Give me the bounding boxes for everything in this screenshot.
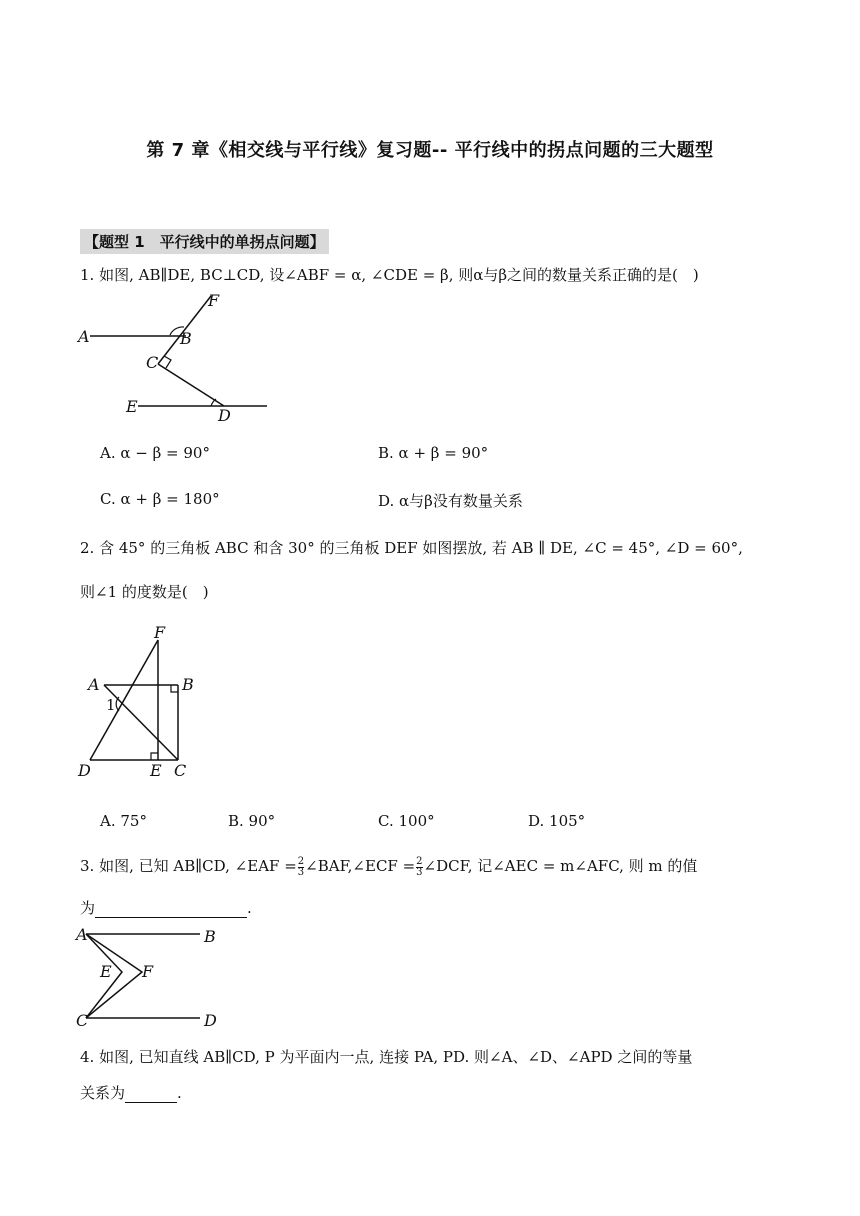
q3-text-middle: ∠BAF,∠ECF =: [305, 857, 416, 875]
question-3-line-2: [80, 897, 252, 918]
right-angle-mark-b: [171, 685, 178, 692]
q4-line-2-start: 关系为: [80, 1084, 126, 1102]
label-e: E: [126, 397, 138, 416]
question-2-figure: [74, 622, 204, 782]
question-4-line-2: [80, 1082, 182, 1103]
question-1-text: 1. 如图, AB∥DE, BC⊥CD, 设∠ABF = α, ∠CDE = β, 则α与β之间的数量关系正确的是( ): [80, 266, 699, 284]
label-a: A: [78, 327, 90, 346]
label-f: F: [154, 623, 166, 642]
label-f: F: [142, 962, 154, 981]
q1-option-d[interactable]: D. α与β没有数量关系: [378, 492, 523, 510]
q2-option-d[interactable]: D. 105°: [528, 812, 586, 830]
label-a: A: [76, 925, 88, 944]
label-d: D: [218, 406, 231, 425]
q3-line-2-end: .: [247, 899, 252, 917]
label-a: A: [88, 675, 100, 694]
label-c: C: [174, 761, 187, 780]
fraction-two-thirds-2: $\frac{2}{3}$: [416, 855, 423, 878]
q3-answer-blank[interactable]: [95, 899, 247, 918]
label-b: B: [182, 675, 194, 694]
q2-option-c[interactable]: C. 100°: [378, 812, 435, 830]
line-cd: [158, 364, 224, 406]
q1-option-a[interactable]: A. α − β = 90°: [100, 444, 210, 462]
q1-option-c[interactable]: C. α + β = 180°: [100, 490, 220, 508]
label-angle-1: 1: [106, 696, 116, 714]
label-e: E: [100, 962, 112, 981]
q3-text-start: 3. 如图, 已知 AB∥CD, ∠EAF =: [80, 857, 297, 875]
q2-option-a[interactable]: A. 75°: [100, 812, 147, 830]
q1-option-b[interactable]: B. α + β = 90°: [378, 444, 489, 462]
label-b: B: [180, 329, 192, 348]
path-afc: [86, 934, 142, 1018]
question-1-figure: [74, 290, 284, 425]
label-e: E: [150, 761, 162, 780]
line-fd: [90, 640, 158, 760]
q4-line-2-end: .: [177, 1084, 182, 1102]
question-3-figure: [74, 922, 234, 1032]
q3-line-2-start: 为: [80, 899, 96, 917]
fraction-two-thirds-1: $\frac{2}{3}$: [297, 855, 305, 878]
q2-option-b[interactable]: B. 90°: [228, 812, 276, 830]
question-4-line-1: 4. 如图, 已知直线 AB∥CD, P 为平面内一点, 连接 PA, PD. 则∠A、∠D、∠APD 之间的等量: [80, 1048, 693, 1066]
label-c: C: [76, 1011, 89, 1030]
question-2-line-1: 2. 含 45° 的三角板 ABC 和含 30° 的三角板 DEF 如图摆放, 若 AB ∥ DE, ∠C = 45°, ∠D = 60°,: [80, 539, 743, 557]
label-f: F: [208, 291, 220, 310]
label-d: D: [204, 1011, 217, 1030]
right-angle-mark: [164, 356, 171, 368]
page-title: 第 7 章《相交线与平行线》复习题-- 平行线中的拐点问题的三大题型: [146, 140, 714, 161]
q3-text-end: ∠DCF, 记∠AEC = m∠AFC, 则 m 的值: [423, 857, 698, 875]
question-3-line-1: [80, 855, 697, 878]
label-d: D: [78, 761, 91, 780]
label-b: B: [204, 927, 216, 946]
right-angle-mark-e: [151, 753, 158, 760]
section-heading: 【题型 1 平行线中的单拐点问题】: [80, 229, 329, 254]
q4-answer-blank[interactable]: [125, 1084, 177, 1103]
question-2-line-2: 则∠1 的度数是( ): [80, 583, 209, 601]
label-c: C: [146, 353, 159, 372]
